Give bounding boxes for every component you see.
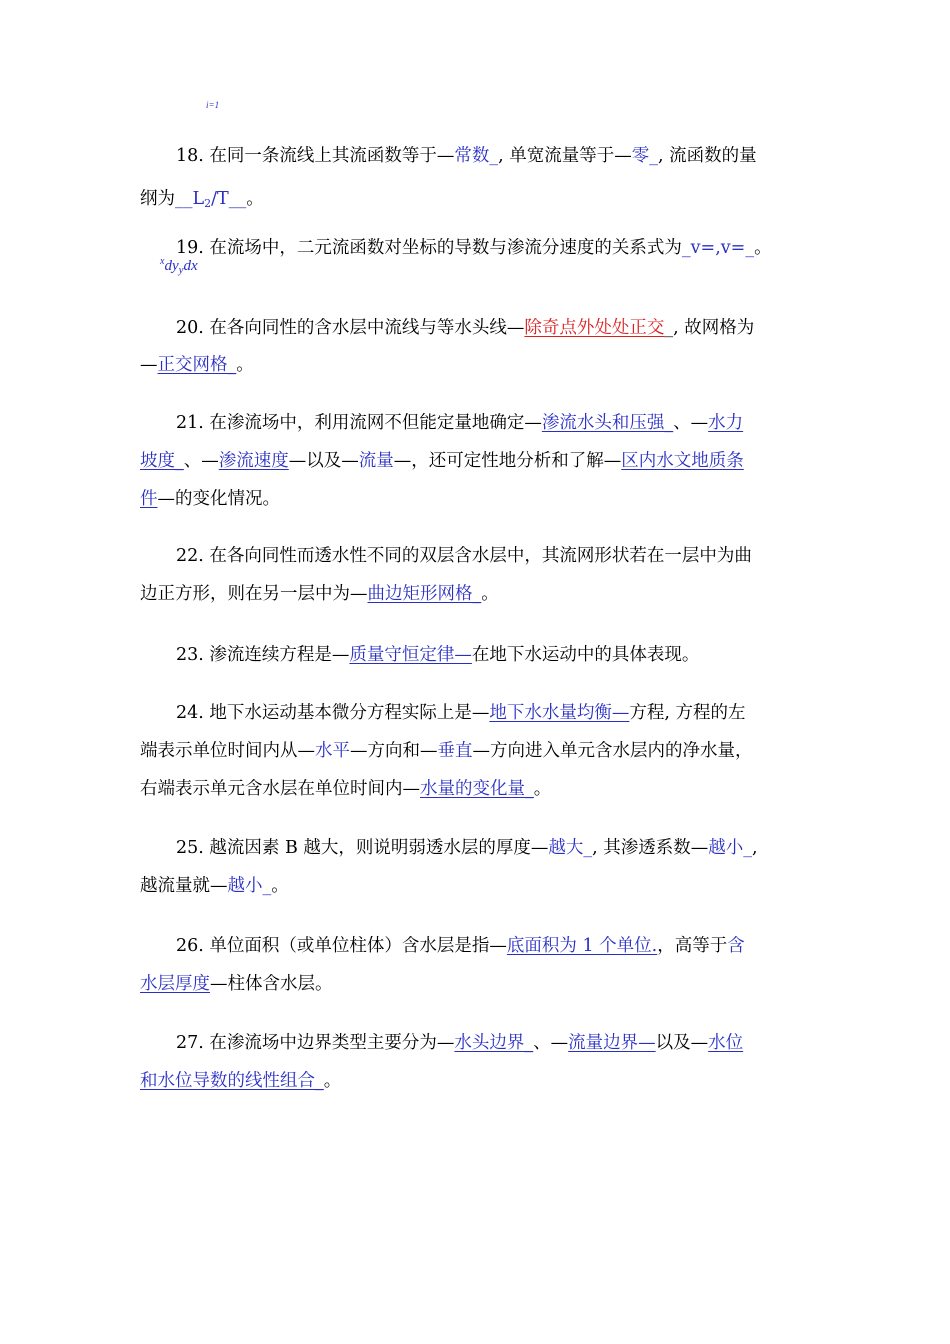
question-20-line-2: —正交网格_。 xyxy=(140,355,254,375)
question-19: 19. 在流场中，二元流函数对坐标的导数与渗流分速度的关系式为_v=,v=_。 xyxy=(176,238,772,258)
answer-24-4: 水量的变化量_ xyxy=(420,779,534,799)
answer-18-2: 零_ xyxy=(631,146,659,166)
answer-23: 质量守恒定律— xyxy=(349,645,472,665)
answer-25-3: 越小_ xyxy=(227,876,272,896)
question-25-line-2: 越流量就—越小_。 xyxy=(140,876,289,896)
question-27-line-1: 27. 在渗流场中边界类型主要分为—水头边界_、—流量边界—以及—水位 xyxy=(176,1033,744,1053)
answer-18-3: $\_\_L_2/T\_\_$ xyxy=(175,189,247,210)
question-22-line-2: 边正方形，则在另一层中为—曲边矩形网格_。 xyxy=(140,584,499,604)
question-24-line-2: 端表示单位时间内从—水平—方向和—垂直—方向进入单元含水层内的净水量， xyxy=(140,741,753,761)
question-26-line-1: 26. 单位面积（或单位柱体）含水层是指—底面积为 1 个单位.，高等于含 xyxy=(176,936,745,956)
answer-27-1: 水头边界_ xyxy=(454,1033,534,1053)
question-26-line-2: 水层厚度—柱体含水层。 xyxy=(140,974,333,994)
question-21-line-2: 坡度_、—渗流速度—以及—流量—，还可定性地分析和了解—区内水文地质条 xyxy=(140,451,744,471)
question-22-line-1: 22. 在各向同性而透水性不同的双层含水层中，其流网形状若在一层中为曲 xyxy=(176,546,752,566)
question-27-line-2: 和水位导数的线性组合_。 xyxy=(140,1071,342,1091)
answer-27-3: 水位 xyxy=(708,1033,744,1053)
answer-24-2: 水平 xyxy=(315,741,350,761)
answer-20-2: 正交网格_ xyxy=(157,355,237,375)
question-21-line-3: 件—的变化情况。 xyxy=(140,489,280,509)
question-24-line-3: 右端表示单元含水层在单位时间内—水量的变化量_。 xyxy=(140,779,552,799)
answer-18-1: 常数_ xyxy=(454,146,499,166)
question-18-line-1: 18. 在同一条流线上其流函数等于—常数_, 单宽流量等于—零_, 流函数的量 xyxy=(176,146,757,166)
answer-19: _v=,v=_ xyxy=(681,238,755,258)
answer-24-3: 垂直 xyxy=(437,741,473,761)
question-20-line-1: 20. 在各向同性的含水层中流线与等水头线—除奇点外处处正交_, 故网格为 xyxy=(176,318,755,338)
question-19-formula: $^xdy_ydx$ xyxy=(160,256,198,276)
answer-26-2: 含 xyxy=(727,936,745,956)
answer-25-2: 越小_ xyxy=(708,838,753,858)
answer-21-3: 渗流速度 xyxy=(218,451,289,471)
answer-24-1: 地下水水量均衡— xyxy=(489,703,630,723)
answer-21-1: 渗流水头和压强_ xyxy=(541,413,674,433)
answer-21-4: 流量 xyxy=(358,451,394,471)
answer-21-5: 区内水文地质条 xyxy=(621,451,744,471)
question-25-line-1: 25. 越流因素 B 越大，则说明弱透水层的厚度—越大_, 其渗透系数—越小_, xyxy=(176,838,758,858)
answer-27-2: 流量边界— xyxy=(568,1033,656,1053)
question-23: 23. 渗流连续方程是—质量守恒定律—在地下水运动中的具体表现。 xyxy=(176,645,700,665)
answer-20-1: 除奇点外处处正交 xyxy=(524,318,665,338)
summation-index-fragment: i=1 xyxy=(206,100,220,110)
question-18-line-2: 纲为$\_\_L_2/T\_\_$。 xyxy=(140,189,264,210)
answer-25-1: 越大_ xyxy=(548,838,593,858)
question-24-line-1: 24. 地下水运动基本微分方程实际上是—地下水水量均衡—方程, 方程的左 xyxy=(176,703,746,723)
answer-26-1: 底面积为 1 个单位. xyxy=(506,936,658,956)
answer-22: 曲边矩形网格_ xyxy=(367,584,482,604)
question-21-line-1: 21. 在渗流场中，利用流网不但能定量地确定—渗流水头和压强_、—水力 xyxy=(176,413,744,433)
answer-21-2: 水力 xyxy=(708,413,744,433)
